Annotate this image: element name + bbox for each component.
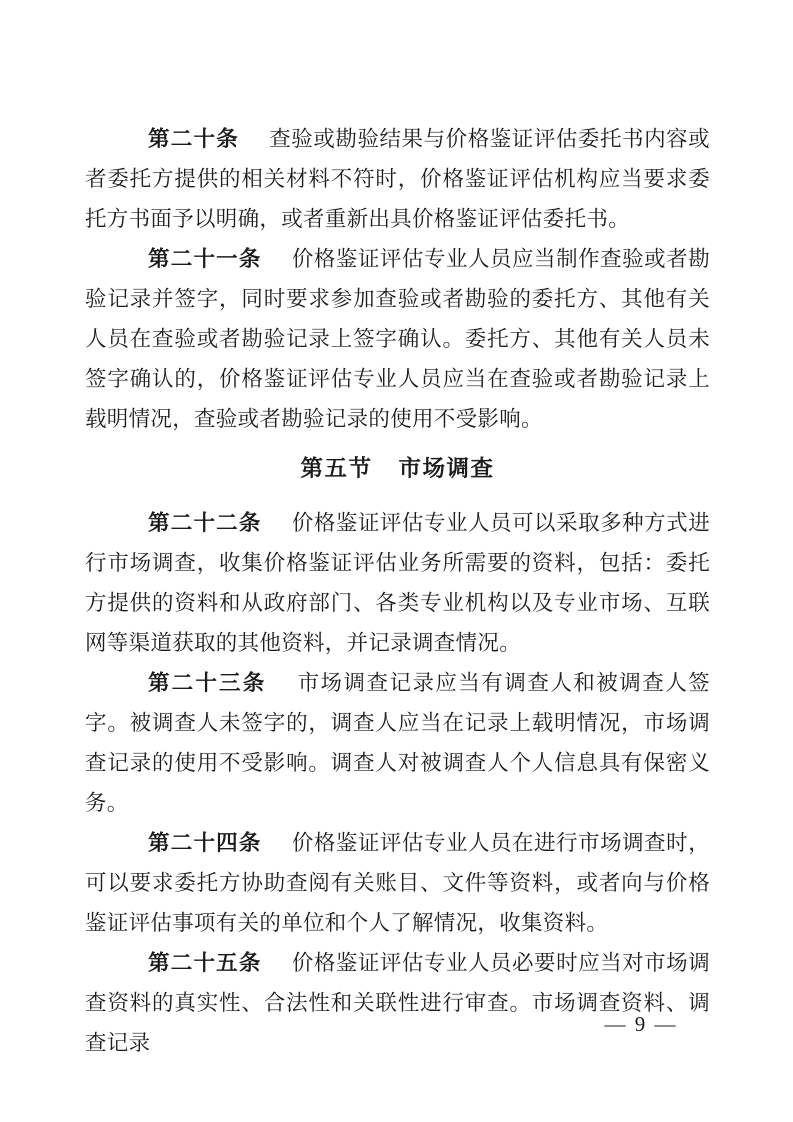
article-paragraph-25 [85,943,710,1063]
article-body: 查验或勘验结果与价格鉴证评估委托书内容或者委托方提供的相关材料不符时，价格鉴证评估机构应当要求委托方书面予以明确，或者重新出具价格鉴证评估委托书。 [85,127,710,231]
section-title: 市场调查 [398,456,495,481]
page-number: — 9 — [604,1012,678,1036]
article-number: 第二十三条 [148,671,267,695]
article-paragraph-22 [85,503,710,663]
article-number: 第二十条 [148,127,239,151]
article-body: 价格鉴证评估专业人员可以采取多种方式进行市场调查，收集价格鉴证评估业务所需要的资料，包括：委托方提供的资料和从政府部门、各类专业机构以及专业市场、互联网等渠道获取的其他资料，并记录调查情况。 [85,511,710,655]
article-number: 第二十二条 [148,511,262,535]
article-number: 第二十五条 [148,951,262,975]
article-body: 价格鉴证评估专业人员必要时应当对市场调查资料的真实性、合法性和关联性进行审查。市场调查资料、调查记录 [85,951,710,1055]
article-number: 第二十四条 [148,831,262,855]
article-paragraph-20 [85,119,710,239]
article-paragraph-23 [85,663,710,823]
article-paragraph-24 [85,823,710,943]
section-heading [85,449,710,489]
article-body: 市场调查记录应当有调查人和被调查人签字。被调查人未签字的，调查人应当在记录上载明情况，市场调查记录的使用不受影响。调查人对被调查人个人信息具有保密义务。 [85,671,710,815]
article-body: 价格鉴证评估专业人员在进行市场调查时，可以要求委托方协助查阅有关账目、文件等资料，或者向与价格鉴证评估事项有关的单位和个人了解情况，收集资料。 [85,831,710,935]
article-paragraph-21 [85,239,710,439]
section-label: 第五节 [300,456,373,481]
article-body: 价格鉴证评估专业人员应当制作查验或者勘验记录并签字，同时要求参加查验或者勘验的委托方、其他有关人员在查验或者勘验记录上签字确认。委托方、其他有关人员未签字确认的，价格鉴证评估专业人员应当在查验或者勘验记录上载明情况，查验或者勘验记录的使用不受影响。 [85,247,710,431]
article-number: 第二十一条 [148,247,262,271]
